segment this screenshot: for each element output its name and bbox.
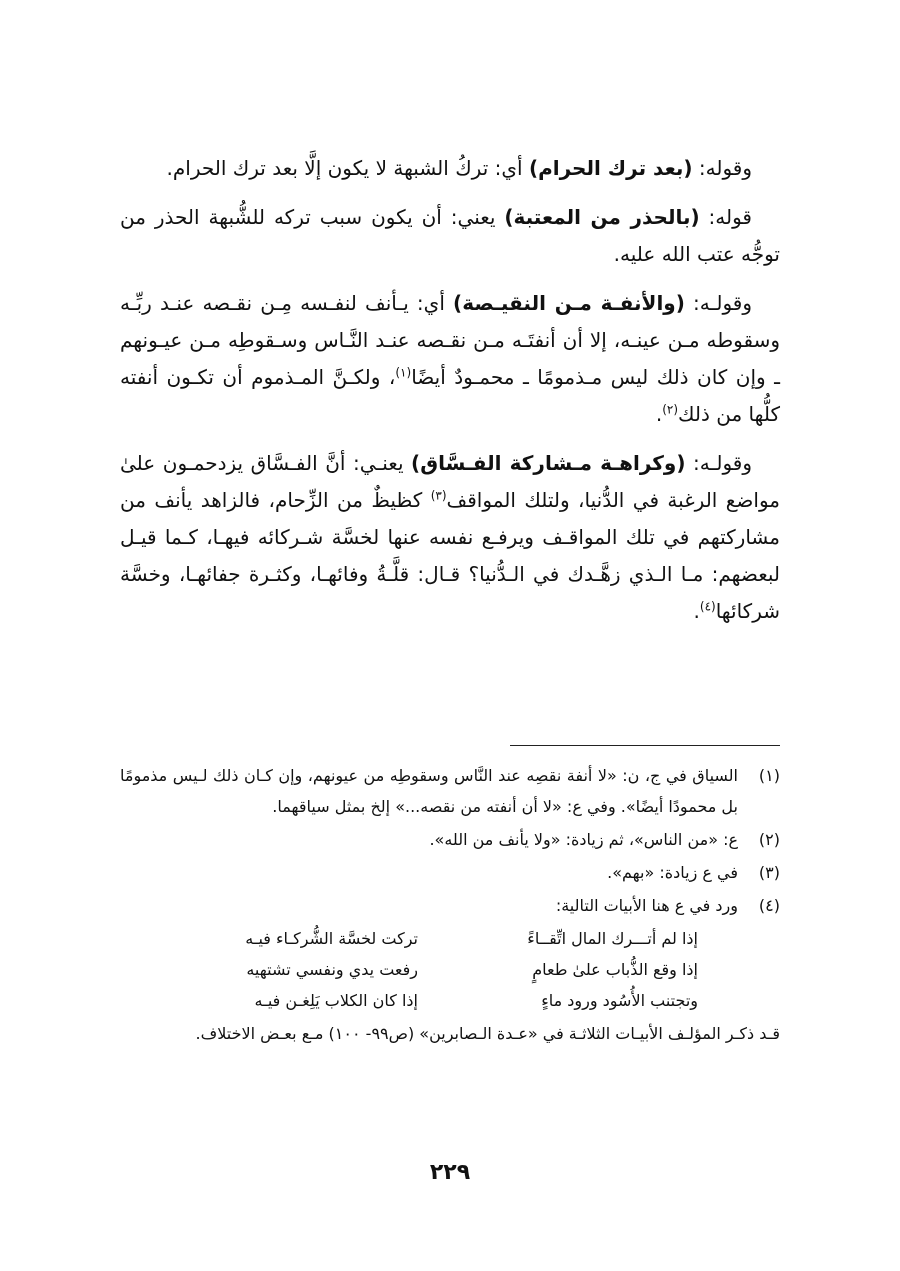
verse-line bbox=[158, 954, 718, 985]
paragraph-3-text-3: . bbox=[655, 402, 663, 426]
footnotes bbox=[120, 760, 780, 1049]
verse-line bbox=[158, 985, 718, 1016]
verses bbox=[158, 923, 718, 1016]
paragraph-1 bbox=[120, 150, 780, 187]
verse-3-first-hemistich: وتجتنب الأُسُود ورود ماءٍ bbox=[541, 991, 698, 1010]
paragraph-1-quote: (بعد ترك الحرام) bbox=[528, 156, 693, 180]
paragraph-4-lead: وقولـه: bbox=[693, 451, 753, 475]
footnote-1 bbox=[120, 760, 780, 822]
footnote-2-number: (٢) bbox=[758, 830, 780, 849]
paragraph-2-text: يعني: أن يكون سبب تركه للشُّبهة الحذر من توجُّه عتب الله عليه. bbox=[120, 205, 780, 266]
footnote-4 bbox=[120, 890, 780, 921]
footnote-ref-1[interactable]: (١) bbox=[395, 365, 412, 380]
main-text bbox=[120, 150, 780, 642]
verse-note: قـد ذكـر المؤلـف الأبيـات الثلاثـة في «عـدة الـصابرين» (ص٩٩- ١٠٠) مـع بعـض الاختلاف. bbox=[195, 1024, 780, 1043]
paragraph-3-lead: وقولـه: bbox=[693, 291, 753, 315]
paragraph-1-text: أي: تركُ الشبهة لا يكون إلَّا بعد ترك الحرام. bbox=[166, 156, 529, 180]
footnote-4-number: (٤) bbox=[758, 896, 780, 915]
footnote-ref-2[interactable]: (٢) bbox=[662, 402, 679, 417]
footnote-3 bbox=[120, 857, 780, 888]
footnote-divider bbox=[510, 745, 780, 746]
verse-line bbox=[158, 923, 718, 954]
footnote-2-text: ع: «من الناس»، ثم زيادة: «ولا يأنف من الله». bbox=[429, 830, 738, 849]
paragraph-1-lead: وقوله: bbox=[698, 156, 752, 180]
footnote-1-text: السياق في ج، ن: «لا أنفة نقصِه عند النَّاس وسقوطِه من عيونهم، وإن كـان ذلك لـيس مذمومًا بل محمودًا أيضًا». وفي ع: «لا أن أنفته من نقصه...» إلخ بمثل سياقهما. bbox=[120, 766, 738, 816]
footnote-1-number: (١) bbox=[758, 766, 780, 785]
paragraph-4-text-2: كظيظٌ من الزِّحام، فالزاهد يأنف من مشاركتهم في تلك المواقـف ويرفـع نفسه عنها لخسَّة شـركائه فيهـا، كـما قيـل لبعضهم: مـا الـذي زهَّـدك في الـدُّنيا؟ قـال: قلَّـةُ وفائهـا، وكثـرة جفائهـا، وخسَّة شركائها bbox=[120, 488, 780, 623]
footnote-ref-4[interactable]: (٤) bbox=[699, 599, 716, 614]
verse-2-second-hemistich: رفعت يدي ونفسي تشتهيه bbox=[246, 960, 418, 979]
paragraph-4-text-3: . bbox=[693, 599, 700, 623]
paragraph-2-quote: (بالحذر من المعتبة) bbox=[504, 205, 700, 229]
paragraph-4-text: يعنـي: أنَّ الفـسَّاق يزدحمـون علىٰ مواضع الرغبة في الدُّنيا، ولتلك المواقف bbox=[120, 451, 780, 512]
footnote-3-number: (٣) bbox=[758, 863, 780, 882]
paragraph-3-text: أي: يـأنف لنفـسه مِـن نقـصه عنـد ربِّـه وسقوطه مـن عينـه، إلا أن أنفتَـه مـن نقـصه عنـد النَّـاس وسـقوطِه مـن عيـونهم ـ وإن كان ذلك ليس مـذمومًا ـ محمـودٌ أيضًا bbox=[120, 291, 781, 389]
paragraph-2-lead: قوله: bbox=[708, 205, 752, 229]
verse-2-first-hemistich: إذا وقع الذُّباب علىٰ طعامٍ bbox=[532, 960, 698, 979]
verse-1-first-hemistich: إذا لم أتـــرك المال اتِّقــاءً bbox=[527, 929, 698, 948]
paragraph-4-quote: (وكراهـة مـشاركة الفـسَّاق) bbox=[411, 451, 686, 475]
paragraph-3-quote: (والأنفـة مـن النقيـصة) bbox=[453, 291, 685, 315]
paragraph-2 bbox=[120, 199, 780, 273]
paragraph-3-text-2: ، ولكـنَّ المـذموم أن تكـون أنفته كلُّها من ذلك bbox=[120, 365, 780, 426]
footnote-4-text: ورد في ع هنا الأبيات التالية: bbox=[555, 896, 738, 915]
verse-3-second-hemistich: إذا كان الكلاب يَلِغـن فيـه bbox=[254, 991, 418, 1010]
footnote-3-text: في ع زيادة: «بهم». bbox=[607, 863, 738, 882]
paragraph-3 bbox=[120, 285, 780, 433]
verse-1-second-hemistich: تركت لخسَّة الشُّركـاء فيـه bbox=[245, 929, 418, 948]
footnote-2 bbox=[120, 824, 780, 855]
footnote-ref-3[interactable]: (٣) bbox=[430, 488, 447, 503]
paragraph-4 bbox=[120, 445, 780, 630]
page-number: ٢٢٩ bbox=[429, 1160, 471, 1185]
